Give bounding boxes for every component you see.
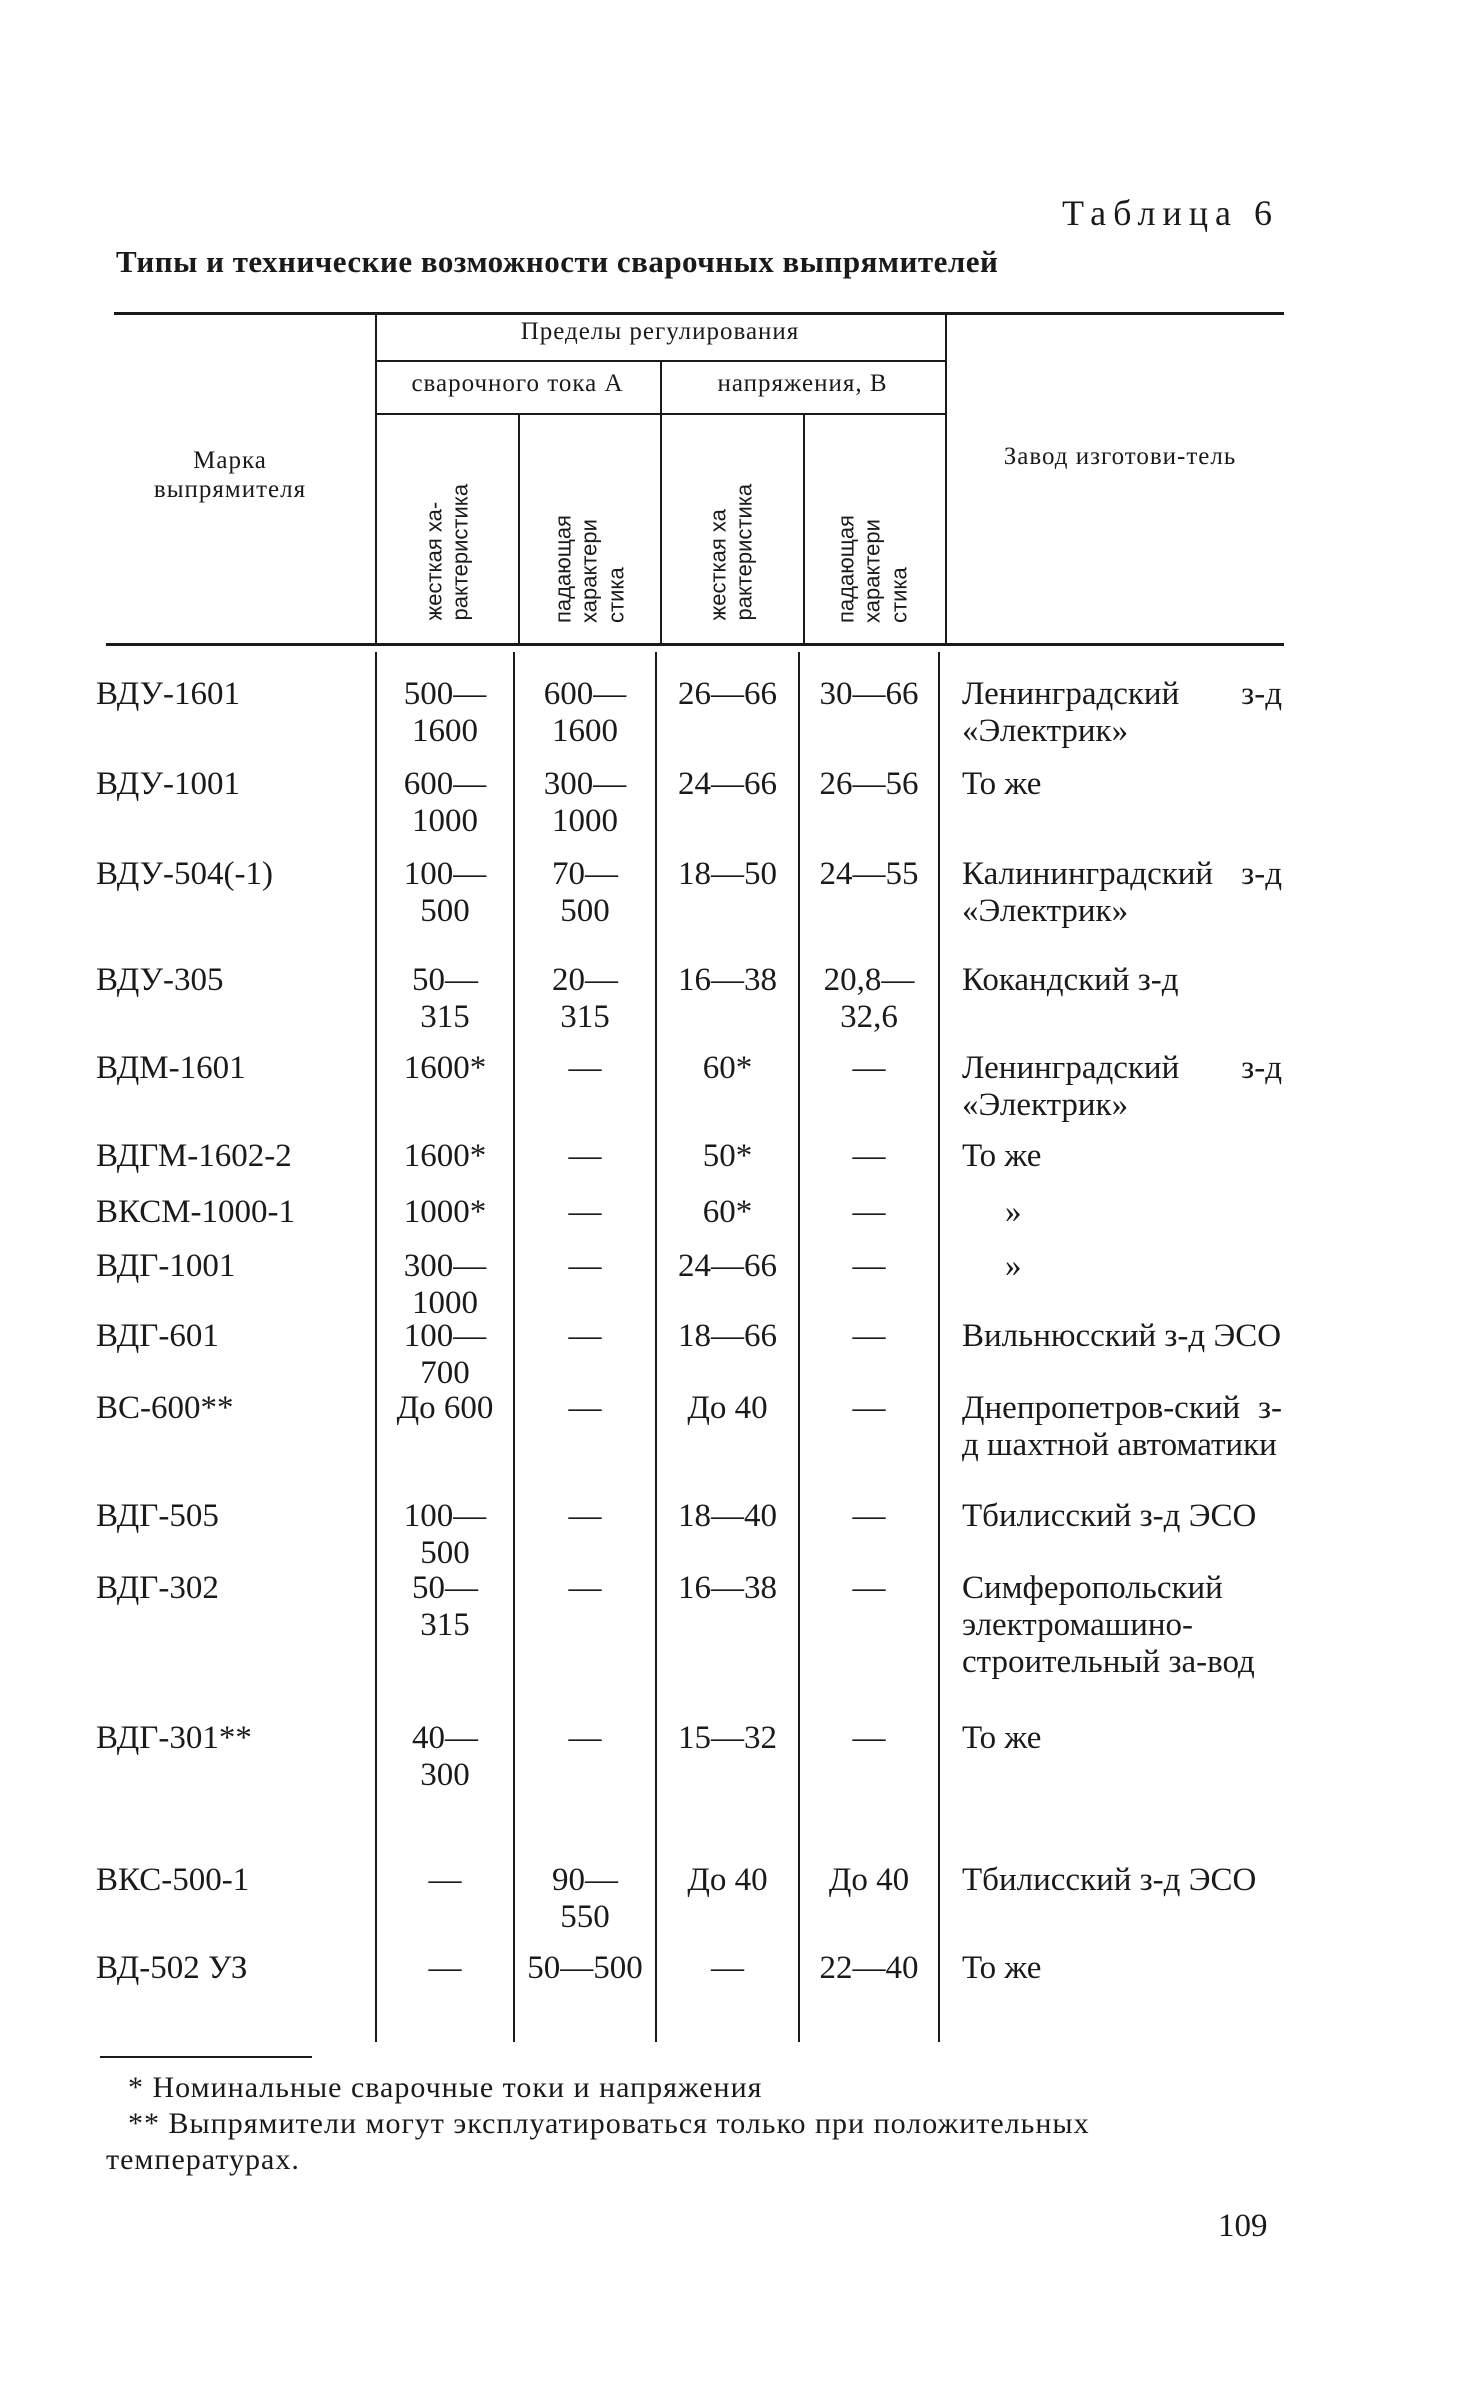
cell-u-hard: 18—66 <box>678 1318 777 1354</box>
top-rule <box>114 312 1284 315</box>
cell-mark: ВДУ-1601 <box>96 676 241 712</box>
cell-factory: Ленинградский з-д «Электрик» <box>962 1050 1282 1123</box>
cell-u-fall: — <box>852 1570 886 1606</box>
cell-factory: » <box>1005 1248 1022 1284</box>
cell-u-hard: 18—50 <box>678 856 777 892</box>
cell-i-hard: 1000* <box>403 1194 487 1230</box>
cell-u-fall: — <box>852 1720 886 1756</box>
cell-factory: Кокандский з-д <box>962 962 1179 998</box>
cell-u-fall: 22—40 <box>819 1950 919 1986</box>
cell-u-fall: 24—55 <box>819 856 919 892</box>
cell-i-fall: 300— 1000 <box>543 766 627 839</box>
cell-mark: ВДУ-504(-1) <box>96 856 273 892</box>
cell-i-fall: — <box>568 1138 602 1174</box>
cell-factory: То же <box>962 1720 1042 1756</box>
cell-i-fall: — <box>568 1050 602 1086</box>
cell-i-fall: 50—500 <box>527 1950 643 1986</box>
cell-u-fall: До 40 <box>828 1862 910 1898</box>
cell-factory: То же <box>962 1950 1042 1986</box>
cell-u-fall: — <box>852 1318 886 1354</box>
cell-i-hard: 100— 500 <box>403 1498 487 1571</box>
cell-u-fall: — <box>852 1248 886 1284</box>
cell-mark: ВДМ-1601 <box>96 1050 246 1086</box>
cell-factory: То же <box>962 766 1042 802</box>
cell-u-fall: 20,8— 32,6 <box>823 962 915 1035</box>
table-label: Таблица 6 <box>1062 193 1279 233</box>
cell-i-hard: — <box>428 1950 462 1986</box>
cell-u-hard: 24—66 <box>678 766 777 802</box>
cell-i-hard: 300— 1000 <box>403 1248 487 1321</box>
cell-u-hard: 15—32 <box>678 1720 777 1756</box>
cell-i-fall: 70— 500 <box>552 856 618 929</box>
cell-i-fall: — <box>568 1498 602 1534</box>
cell-i-fall: 600— 1600 <box>543 676 627 749</box>
cell-mark: ВДГ-301** <box>96 1720 252 1756</box>
cell-i-hard: — <box>428 1862 462 1898</box>
header-current-falling: падающая характери стика <box>550 515 629 623</box>
cell-u-fall: — <box>852 1050 886 1086</box>
cell-i-fall: 90— 550 <box>552 1862 618 1935</box>
cell-i-hard: 100— 500 <box>403 856 487 929</box>
header-mark: Марка выпрямителя <box>153 447 307 503</box>
cell-u-hard: 24—66 <box>678 1248 777 1284</box>
cell-u-fall: — <box>852 1498 886 1534</box>
cell-u-fall: 26—56 <box>819 766 919 802</box>
cell-mark: ВКС-500-1 <box>96 1862 250 1898</box>
cell-i-hard: 50— 315 <box>412 1570 478 1643</box>
cell-mark: ВДГ-505 <box>96 1498 219 1534</box>
cell-i-fall: — <box>568 1248 602 1284</box>
cell-factory: То же <box>962 1138 1042 1174</box>
cell-factory: Тбилисский з-д ЭСО <box>962 1862 1257 1898</box>
header-limits: Пределы регулирования <box>520 318 800 345</box>
header-voltage: напряжения, В <box>717 370 888 397</box>
cell-mark: ВДУ-1001 <box>96 766 241 802</box>
col-divider-current-voltage <box>660 362 662 643</box>
col-divider-mark <box>375 313 377 643</box>
cell-mark: ВДУ-305 <box>96 962 224 998</box>
cell-i-hard: 1600* <box>403 1138 487 1174</box>
footnote-1: * Номинальные сварочные токи и напряжения <box>128 2071 763 2104</box>
cell-i-fall: — <box>568 1390 602 1426</box>
header-bottom-rule <box>106 643 1284 646</box>
cell-u-hard: 60* <box>702 1194 753 1230</box>
cell-mark: ВДГ-601 <box>96 1318 219 1354</box>
cell-factory: » <box>1005 1194 1022 1230</box>
cell-mark: ВДГМ-1602-2 <box>96 1138 292 1174</box>
cell-u-fall: — <box>852 1390 886 1426</box>
cell-u-hard: — <box>711 1950 744 1986</box>
cell-u-hard: 18—40 <box>678 1498 777 1534</box>
body-divider-5 <box>938 652 940 2042</box>
cell-i-fall: — <box>568 1720 602 1756</box>
cell-i-fall: — <box>568 1318 602 1354</box>
header-limits-rule <box>375 360 945 362</box>
header-current-hard: жесткая ха-рактеристика <box>421 483 473 621</box>
cell-i-hard: 1600* <box>403 1050 487 1086</box>
cell-factory: Вильнюсский з-д ЭСО <box>962 1318 1282 1354</box>
col-divider-factory <box>945 313 947 643</box>
page-number: 109 <box>1218 2208 1268 2244</box>
cell-mark: ВС-600** <box>96 1390 234 1426</box>
header-voltage-hard: жесткая ха рактеристика <box>705 483 757 621</box>
cell-factory: Калининградский з-д «Электрик» <box>962 856 1282 929</box>
cell-i-fall: 20— 315 <box>552 962 618 1035</box>
cell-u-hard: 60* <box>702 1050 753 1086</box>
header-sub-rule <box>375 413 945 415</box>
cell-i-hard: 50— 315 <box>412 962 478 1035</box>
header-voltage-falling: падающая характери стика <box>833 515 912 623</box>
col-divider-current-sub <box>518 414 520 643</box>
cell-u-hard: 16—38 <box>678 1570 777 1606</box>
footnote-rule <box>100 2056 312 2058</box>
cell-i-hard: 500— 1600 <box>403 676 487 749</box>
col-divider-voltage-sub <box>803 414 805 643</box>
cell-factory: Днепропетров-ский з-д шахтной автоматики <box>962 1390 1282 1463</box>
cell-factory: Симферопольский электромашино-строительный за-вод <box>962 1570 1255 1680</box>
cell-mark: ВДГ-302 <box>96 1570 219 1606</box>
cell-i-fall: — <box>568 1570 602 1606</box>
cell-i-hard: До 600 <box>396 1390 494 1426</box>
cell-u-hard: 16—38 <box>678 962 777 998</box>
cell-u-hard: До 40 <box>687 1862 768 1898</box>
cell-factory: Тбилисский з-д ЭСО <box>962 1498 1257 1534</box>
cell-u-fall: — <box>852 1138 886 1174</box>
cell-factory: Ленинградский з-д «Электрик» <box>962 676 1282 749</box>
cell-u-hard: 26—66 <box>678 676 777 712</box>
cell-u-fall: 30—66 <box>819 676 919 712</box>
cell-mark: ВДГ-1001 <box>96 1248 236 1284</box>
cell-i-hard: 600— 1000 <box>403 766 487 839</box>
cell-mark: ВД-502 УЗ <box>96 1950 248 1986</box>
table-title: Типы и технические возможности сварочных выпрямителей <box>116 244 999 279</box>
cell-mark: ВКСМ-1000-1 <box>96 1194 296 1230</box>
footnote-2: ** Выпрямители могут эксплуатироваться только при положительных температурах. <box>106 2107 1090 2176</box>
cell-i-fall: — <box>568 1194 602 1230</box>
cell-i-hard: 40— 300 <box>412 1720 478 1793</box>
cell-i-hard: 100— 700 <box>403 1318 487 1391</box>
header-current: сварочного тока А <box>411 370 624 397</box>
header-factory: Завод изготови-тель <box>1003 443 1237 470</box>
cell-u-hard: До 40 <box>687 1390 768 1426</box>
cell-u-fall: — <box>852 1194 886 1230</box>
cell-u-hard: 50* <box>702 1138 753 1174</box>
